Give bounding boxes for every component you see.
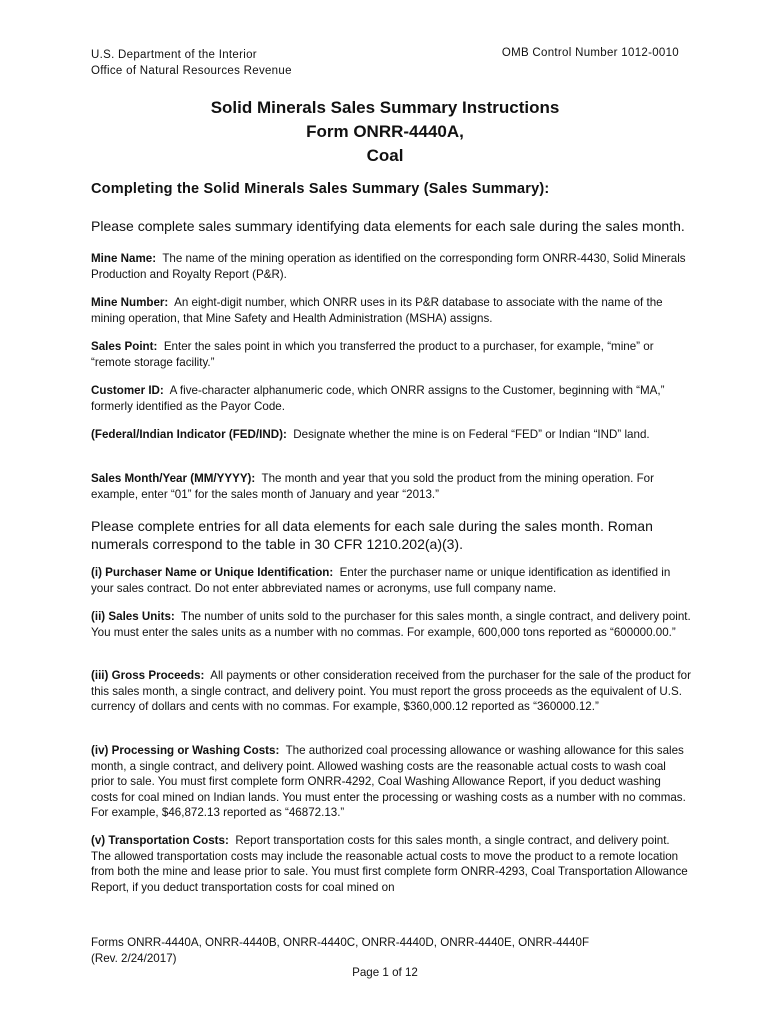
- title-line-3: Coal: [366, 146, 404, 165]
- footer-form-list: Forms ONRR-4440A, ONRR-4440B, ONRR-4440C, ONRR-4440D, ONRR-4440E, ONRR-4440F: [91, 936, 590, 949]
- item-label: (ii) Sales Units:: [91, 610, 175, 623]
- item-text: The month and year that you sold the product from the mining operation. For example, enter “01” for the sales month of January and year “2013.”: [91, 472, 654, 501]
- item-label: (Federal/Indian Indicator (FED/IND):: [91, 428, 287, 441]
- entry-gross-proceeds: [91, 668, 691, 715]
- item-label: (v) Transportation Costs:: [91, 834, 229, 847]
- entry-transportation-costs: [91, 833, 691, 895]
- item-text: Enter the purchaser name or unique identification as identified in your sales contract. Do not enter abbreviated names or acronyms, use full company name.: [91, 566, 671, 595]
- entry-processing-washing-costs: [91, 743, 691, 821]
- intro-paragraph-2: Please complete entries for all data elements for each sale during the sales month. Roman numerals correspond to the table in 30 CFR 1210.202(a)(3).: [91, 518, 653, 552]
- item-text: Report transportation costs for this sales month, a single contract, and delivery point. The allowed transportation costs may include the reasonable actual costs to move the product to a remote location from both the mine and lease prior to sale. You must first complete form ONRR-4293, Coal Transportation Allowance Report, if you deduct transportation costs for coal mined on: [91, 834, 688, 894]
- item-text: Enter the sales point in which you transferred the product to a purchaser, for example, “mine” or “remote storage facility.”: [91, 340, 654, 369]
- item-text: The number of units sold to the purchaser for this sales month, a single contract, and delivery point. You must enter the sales units as a number with no commas. For example, 600,000 tons reported as “600000.00.”: [91, 610, 691, 639]
- title-line-1: Solid Minerals Sales Summary Instructions: [210, 98, 560, 117]
- section-heading: Completing the Solid Minerals Sales Summary (Sales Summary):: [91, 181, 550, 197]
- identifier-mine-number: [91, 295, 691, 326]
- item-text: Designate whether the mine is on Federal “FED” or Indian “IND” land.: [293, 428, 650, 441]
- item-label: Mine Number:: [91, 296, 169, 309]
- identifier-mine-name: [91, 251, 691, 282]
- footer-forms: [91, 935, 589, 966]
- item-text: A five-character alphanumeric code, which ONRR assigns to the Customer, beginning with “MA,” formerly identified as the Payor Code.: [91, 384, 665, 413]
- entry-sales-units: [91, 609, 691, 640]
- item-label: Mine Name:: [91, 252, 157, 265]
- header-agency: [91, 47, 292, 79]
- item-text: An eight-digit number, which ONRR uses in its P&R database to associate with the name of the mining operation, that Mine Safety and Health Administration (MSHA) assigns.: [91, 296, 663, 325]
- department-name: U.S. Department of the Interior: [91, 49, 257, 61]
- identifier-fed-ind: [91, 427, 691, 443]
- intro-paragraph-1: Please complete sales summary identifying data elements for each sale during the sales month.: [91, 218, 685, 234]
- title-line-2: Form ONRR-4440A,: [306, 122, 464, 141]
- item-text: The authorized coal processing allowance or washing allowance for this sales month, a single contract, and delivery point. Allowed washing costs are the reasonable actual costs to wash coal prior to sale. You must first complete form ONRR-4292, Coal Washing Allowance Report, if you deduct washing costs for coal mined on Indian lands. You must enter the processing or washing costs as a number with no commas. For example, $46,872.13 reported as “46872.13.”: [91, 744, 686, 819]
- document-title: [0, 96, 770, 168]
- item-label: (iii) Gross Proceeds:: [91, 669, 205, 682]
- omb-control-number: OMB Control Number 1012-0010: [501, 47, 679, 59]
- identifier-sales-month-year: [91, 471, 691, 502]
- item-label: (iv) Processing or Washing Costs:: [91, 744, 280, 757]
- item-label: (i) Purchaser Name or Unique Identification:: [91, 566, 334, 579]
- item-text: All payments or other consideration received from the purchaser for the sale of the product for this sales month, a single contract, and delivery point. You must report the gross proceeds as the equivalent of U.S. currency of dollars and cents with no commas. For example, $360,000.12 reported as “360000.12.”: [91, 669, 691, 713]
- identifier-sales-point: [91, 339, 691, 370]
- office-name: Office of Natural Resources Revenue: [91, 65, 292, 77]
- entry-purchaser-name: [91, 565, 691, 596]
- item-text: The name of the mining operation as identified on the corresponding form ONRR-4430, Solid Minerals Production and Royalty Report (P&R).: [91, 252, 686, 281]
- identifier-customer-id: [91, 383, 691, 414]
- item-label: Sales Point:: [91, 340, 158, 353]
- footer-revision: (Rev. 2/24/2017): [91, 951, 177, 965]
- item-label: Sales Month/Year (MM/YYYY):: [91, 472, 256, 485]
- item-label: Customer ID:: [91, 384, 164, 397]
- page-number: Page 1 of 12: [352, 966, 418, 979]
